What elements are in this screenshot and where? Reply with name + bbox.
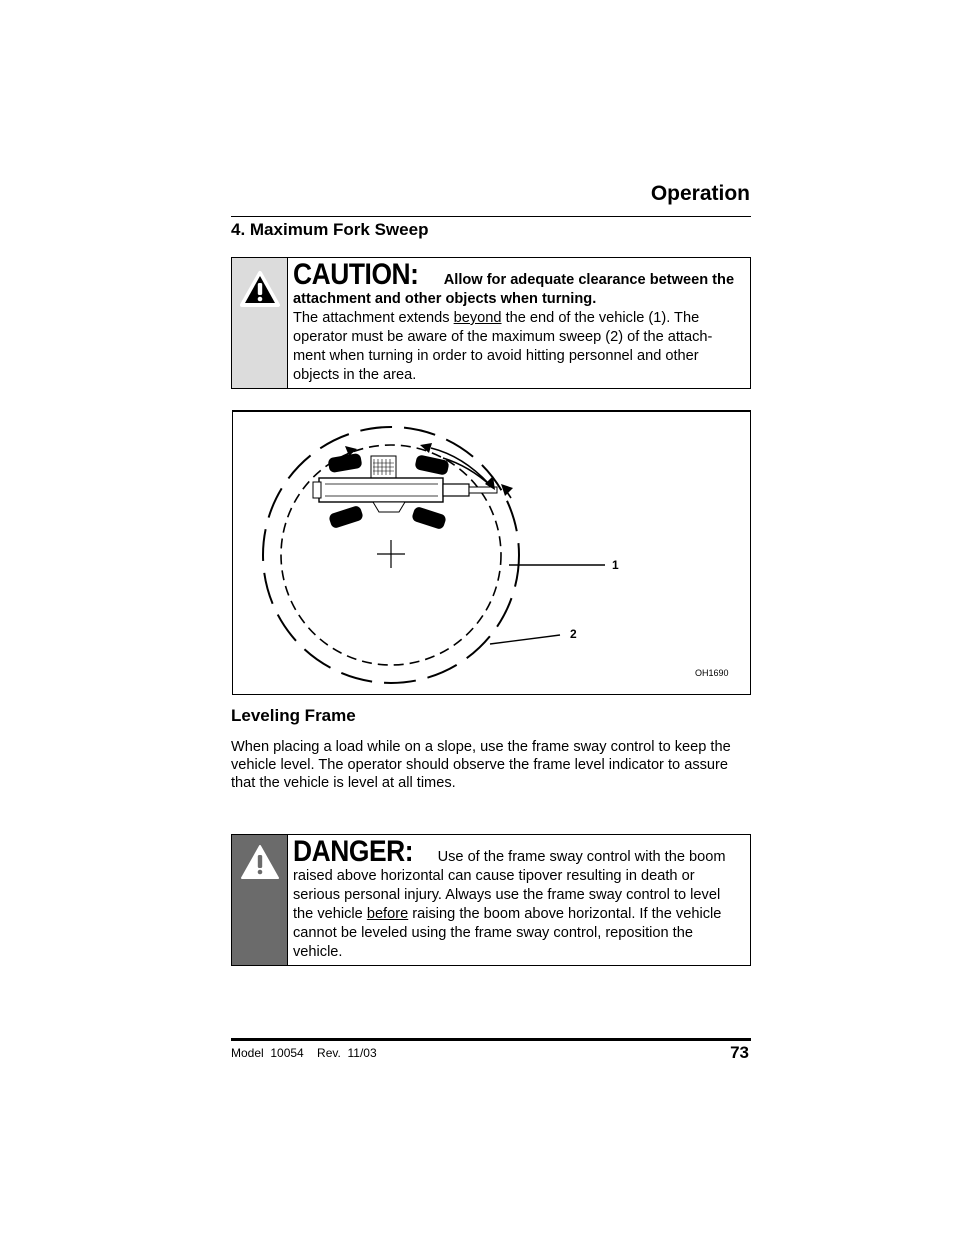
page-number: 73: [730, 1043, 749, 1062]
figure-code: OH1690: [695, 668, 729, 678]
caution-signal-word: CAUTION:: [293, 258, 419, 291]
footer-model-revision: Model 10054 Rev. 11/03: [231, 1046, 377, 1060]
danger-box: [231, 834, 751, 966]
danger-icon-panel: [232, 835, 288, 965]
caution-text: [288, 258, 750, 388]
caution-icon-panel: [232, 258, 288, 388]
caution-underlined-word: beyond: [453, 310, 502, 326]
footer-rule: [231, 1038, 751, 1041]
caution-text-part-2: the end of the vehicle (1). The operator must be aware of the maximum sweep (2) of the attach-ment when turning in order to avoid hitting personnel and other objects in the area.: [293, 310, 713, 383]
leveling-title: Leveling Frame: [231, 706, 356, 725]
subsection-title: 4. Maximum Fork Sweep: [231, 220, 429, 239]
section-title: Operation: [650, 182, 750, 205]
danger-text-part-2: raising the boom above horizontal. If the vehicle cannot be leveled using the frame sway control, reposition the vehicle.: [293, 906, 722, 960]
vehicle-top-view: [313, 453, 497, 529]
center-cross: [377, 540, 405, 568]
danger-underlined-word: before: [366, 906, 409, 922]
callout-1-label: 1: [612, 558, 619, 572]
callout-2-leader: [490, 635, 560, 644]
danger-signal-word: DANGER:: [293, 835, 414, 868]
fork-sweep-diagram: [233, 412, 750, 694]
danger-text-part-1: Use of the frame sway control with the boom raised above horizontal can cause tipover resulting in death or serious personal injury. Always use the frame sway control to level the vehicle: [293, 849, 726, 922]
caution-headline: Allow for adequate clearance between the attachment and other objects when turning.: [293, 272, 735, 307]
callout-2-label: 2: [570, 627, 577, 641]
warning-triangle-icon: [239, 843, 281, 881]
danger-text: [288, 835, 750, 965]
leveling-text: When placing a load while on a slope, use the frame sway control to keep the vehicle level. The operator should observe the frame level indicator to assure that the vehicle is level at all times.: [231, 739, 731, 791]
caution-text-part-1: The attachment extends: [293, 310, 454, 326]
caution-box: [231, 257, 751, 389]
header-rule: [231, 216, 751, 217]
warning-triangle-icon: [239, 270, 281, 308]
fork-sweep-figure: [232, 410, 751, 695]
